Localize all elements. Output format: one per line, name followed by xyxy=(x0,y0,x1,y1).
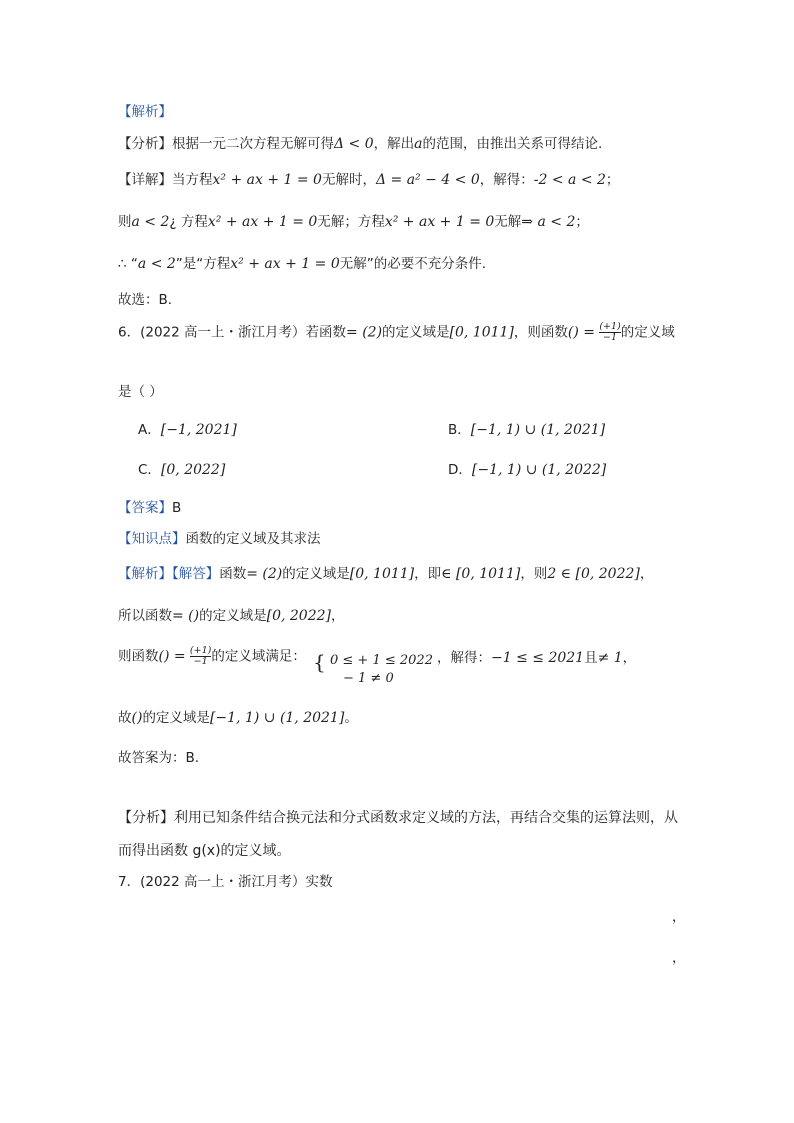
then-implies: ⇒ a < 2 xyxy=(521,214,576,230)
solution-line-5: 故答案为：B. xyxy=(118,750,200,766)
analysis2-text-1: 利用已知条件结合换元法和分式函数求定义域的方法，再结合交集的运算法则，从 xyxy=(174,810,678,826)
q6-stem-d: 的定义域 xyxy=(620,324,675,341)
answer-line xyxy=(118,498,181,518)
section-heading-analysis: 【解析】 xyxy=(118,104,172,120)
sol-l4-domain: [−1, 1) ∪ (1, 2021] xyxy=(209,710,345,726)
solution-line-4 xyxy=(118,708,358,728)
detail-text-c: ，解得： xyxy=(479,172,534,188)
then-eq2: x² + ax + 1 = 0 xyxy=(384,214,495,230)
q6-frac-num: (+1) xyxy=(599,321,621,332)
sol-l4-c: 。 xyxy=(344,710,358,726)
knowledge-value: 函数的定义域及其求法 xyxy=(185,531,321,547)
sol-l2-c: ， xyxy=(330,608,345,624)
sol-l1-domain: [0, 1011] xyxy=(349,566,415,582)
q7-comma-2: ， xyxy=(672,950,686,966)
solution-line-2 xyxy=(118,606,344,626)
sol-l3-frac-num: (+1) xyxy=(189,645,212,656)
analysis2-line-2: 而得出函数 g(x)的定义域。 xyxy=(118,843,291,859)
analysis-text-c: 的范围，由推出关系可得结论. xyxy=(422,136,603,152)
q6-func1: = (2) xyxy=(346,324,383,341)
therefore-eq: x² + ax + 1 = 0 xyxy=(230,256,340,272)
sol-l2-a: 所以函数 xyxy=(118,608,172,624)
sol-l3-result: −1 ≤ ≤ 2021 xyxy=(491,650,585,666)
sol-l2-b: 的定义域是 xyxy=(199,608,267,624)
sol-l3-a: 则函数 xyxy=(118,648,159,665)
analysis-text-a: 根据一元二次方程无解可得 xyxy=(172,136,334,152)
sol-l1-2in: 2 ∈ [0, 2022] xyxy=(547,566,640,582)
analysis2-line-1 xyxy=(118,808,678,828)
sol-l1-b: 的定义域是 xyxy=(282,566,350,582)
sol-l3-and: 且 xyxy=(584,650,598,666)
delta-condition: Δ < 0 xyxy=(334,136,374,152)
system-row-2: − 1 ≠ 0 xyxy=(343,671,394,686)
option-b-value: [−1, 1) ∪ (1, 2021] xyxy=(470,422,606,438)
discriminant: Δ = a² − 4 < 0 xyxy=(375,172,480,188)
quadratic-equation: x² + ax + 1 = 0 xyxy=(212,172,322,188)
question-6-stem-cont: 是（ ） xyxy=(118,384,163,400)
option-c-letter: C． xyxy=(138,462,161,478)
analysis-text-b: ，解出 xyxy=(373,136,415,152)
option-d[interactable] xyxy=(448,460,606,480)
choice-conclusion: 故选：B. xyxy=(118,292,173,308)
q6-fraction xyxy=(599,322,620,343)
sol-l1-a: 函数 xyxy=(219,566,247,582)
therefore-text-a: “ xyxy=(130,256,138,272)
sol-l1-in: ∈ [0, 1011] xyxy=(441,566,521,582)
sol-l2-domain: [0, 2022] xyxy=(266,608,331,624)
option-a-letter: A． xyxy=(138,422,161,438)
therefore-math-a: a < 2 xyxy=(137,256,176,272)
sol-l3-frac-den: −1 xyxy=(190,656,211,667)
question-6-stem xyxy=(118,322,675,343)
option-c-value: [0, 2022] xyxy=(160,462,226,478)
therefore-text-b: ”是“方程 xyxy=(175,256,231,272)
q6-func2-lhs: () = xyxy=(567,324,596,341)
detail-text-a: 当方程 xyxy=(172,172,213,188)
answer-label: 【答案】 xyxy=(118,500,172,516)
sol-l3-lhs: () = xyxy=(158,648,186,665)
system-brace: { xyxy=(313,650,326,674)
detail-text-d: ； xyxy=(605,172,620,188)
solution-line-3-result xyxy=(437,648,636,668)
then-text-e: ； xyxy=(575,214,589,230)
question-7-stem: 7．(2022 高一上・浙江月考）实数 xyxy=(118,874,333,890)
knowledge-line xyxy=(118,529,321,549)
sol-l2-func: = () xyxy=(172,608,200,624)
sol-l3-neq: ≠ 1 xyxy=(597,650,623,666)
detail-text-b: 无解时， xyxy=(321,172,376,188)
option-d-letter: D． xyxy=(448,462,472,478)
then-text-b: ¿ 方程 xyxy=(169,214,208,230)
option-b[interactable] xyxy=(448,420,605,440)
then-eq1: x² + ax + 1 = 0 xyxy=(207,214,318,230)
analysis2-label: 【分析】 xyxy=(118,810,174,826)
sol-l3-d: ， xyxy=(622,650,637,666)
then-math-a: a < 2 xyxy=(131,214,170,230)
therefore-text-c: 无解”的必要不充分条件. xyxy=(339,256,487,272)
option-a-value: [−1, 2021] xyxy=(160,422,237,438)
therefore-symbol: ∴ xyxy=(118,256,127,272)
solution-line-3 xyxy=(118,646,306,667)
q7-comma-1: ， xyxy=(672,909,686,925)
detail-line xyxy=(118,170,619,190)
detail-label: 【详解】 xyxy=(118,172,172,188)
then-text-c: 无解；方程 xyxy=(317,214,385,230)
sol-l1-c: ，即 xyxy=(414,566,442,582)
variable-a: a xyxy=(414,136,423,152)
option-b-letter: B． xyxy=(448,422,471,438)
answer-value: B xyxy=(172,500,182,516)
sol-l4-b: 的定义域是 xyxy=(142,710,210,726)
option-a[interactable] xyxy=(138,420,237,440)
then-line xyxy=(118,212,589,232)
knowledge-label: 【知识点】 xyxy=(118,531,186,547)
solution-line-1 xyxy=(118,564,653,584)
range-a: -2 < a < 2 xyxy=(533,172,606,188)
q6-stem-b: 的定义域是 xyxy=(382,324,450,341)
sol-l3-b: 的定义域满足： xyxy=(211,648,306,665)
system-row-1: 0 ≤ + 1 ≤ 2022 xyxy=(330,653,433,668)
q6-domain1: [0, 1011] xyxy=(449,324,514,341)
analysis-label: 【分析】 xyxy=(118,136,172,152)
sol-l3-fraction xyxy=(190,646,211,667)
sol-l1-func: = (2) xyxy=(246,566,283,582)
q6-frac-den: −1 xyxy=(599,332,620,343)
option-d-value: [−1, 1) ∪ (1, 2022] xyxy=(471,462,607,478)
option-c[interactable] xyxy=(138,460,225,480)
sol-l1-d: ，则 xyxy=(520,566,548,582)
sol-l1-e: ， xyxy=(639,566,654,582)
q6-stem-a: 6．(2022 高一上・浙江月考）若函数 xyxy=(118,324,347,341)
solution-label: 【解析】【解答】 xyxy=(118,566,220,582)
analysis-line xyxy=(118,134,602,154)
sol-l4-a: 故 xyxy=(118,710,132,726)
then-text-a: 则 xyxy=(118,214,132,230)
sol-l3-c: ，解得： xyxy=(437,650,491,666)
then-text-d: 无解 xyxy=(494,214,522,230)
q6-stem-c: ，则函数 xyxy=(513,324,568,341)
sol-l4-func: () xyxy=(131,710,143,726)
therefore-line xyxy=(118,254,486,274)
